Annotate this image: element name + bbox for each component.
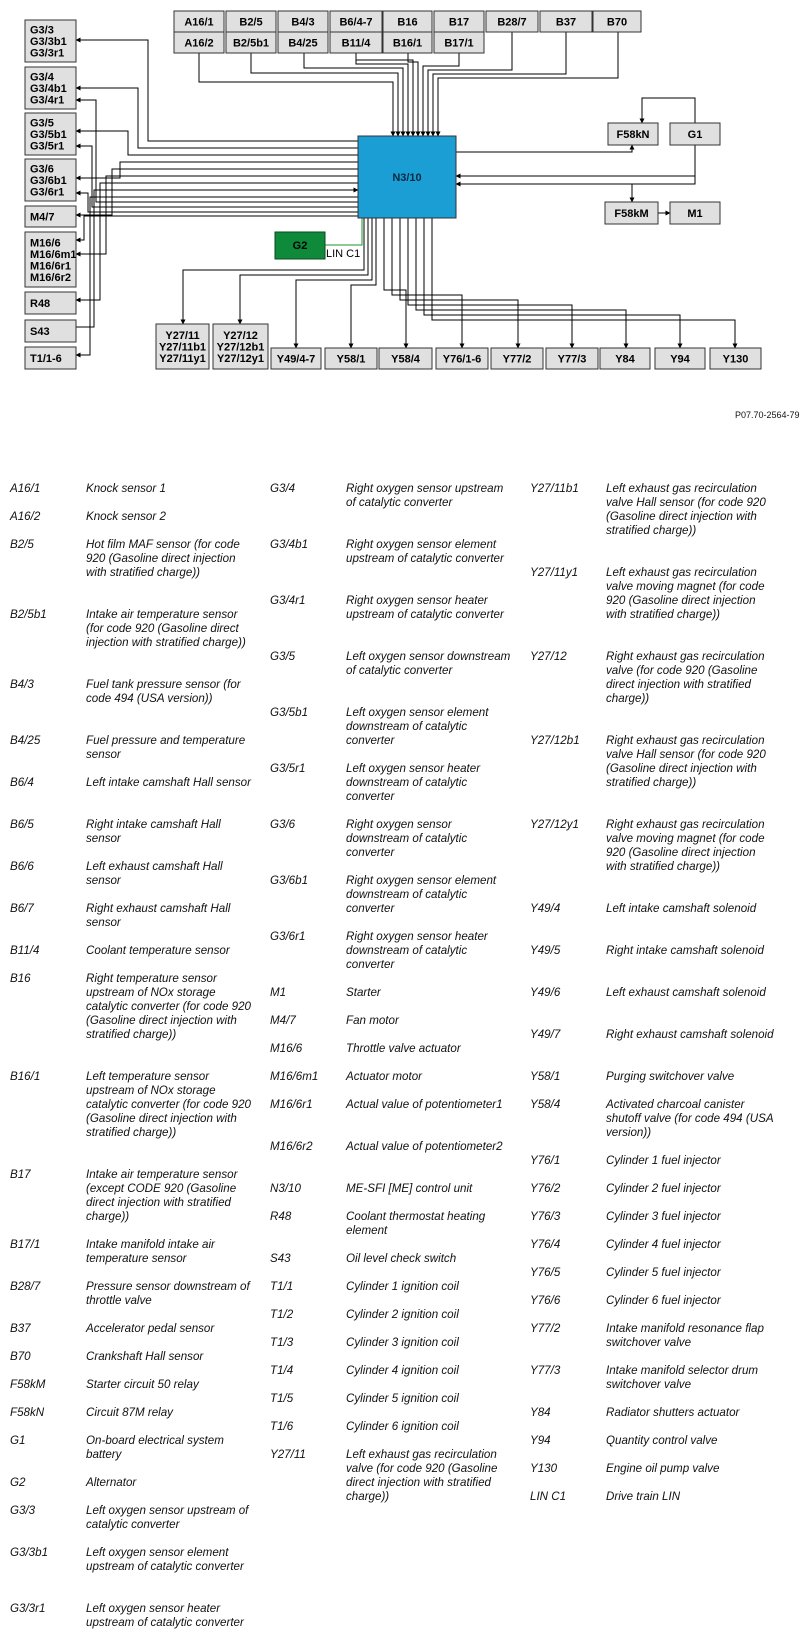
legend-code: M16/6r1 bbox=[270, 1098, 313, 1111]
component-label: Y49/4-7 bbox=[276, 353, 316, 366]
component-label: G3/5 bbox=[30, 117, 54, 130]
component-label: B4/3 bbox=[291, 16, 315, 29]
legend-description: Right exhaust camshaft solenoid bbox=[606, 1028, 774, 1041]
legend-description: Left oxygen sensor downstream of catalytic converter bbox=[346, 650, 511, 677]
legend-code: G3/4 bbox=[270, 482, 296, 495]
component-label: G3/4r1 bbox=[30, 94, 65, 107]
component-label: B6/4-7 bbox=[339, 16, 373, 29]
legend-code: Y49/4 bbox=[530, 902, 561, 915]
legend-description: Engine oil pump valve bbox=[606, 1462, 720, 1475]
legend-code: T1/4 bbox=[270, 1364, 294, 1377]
component-label: Y27/11 bbox=[165, 330, 200, 342]
component-label: Y27/12 bbox=[223, 330, 258, 342]
legend-description: Right exhaust gas recirculation valve moving magnet (for code 920 (Gasoline direct injection with stratified charge)) bbox=[606, 818, 765, 873]
component-label: M16/6m1 bbox=[30, 248, 77, 261]
legend-description: ME-SFI [ME] control unit bbox=[346, 1182, 473, 1195]
legend-code: B6/7 bbox=[10, 902, 34, 915]
component-label: Y27/11y1 bbox=[159, 353, 206, 365]
legend-code: G3/6b1 bbox=[270, 874, 309, 887]
legend-description: Intake air temperature sensor (for code 920 (Gasoline direct injection with stratified charge)) bbox=[86, 608, 246, 649]
legend-code: S43 bbox=[270, 1252, 291, 1265]
legend-description: Cylinder 6 ignition coil bbox=[346, 1420, 459, 1433]
legend-description: Cylinder 4 ignition coil bbox=[346, 1364, 459, 1377]
component-label: G3/3r1 bbox=[30, 47, 65, 60]
legend-code: Y84 bbox=[530, 1406, 551, 1419]
legend-code: Y27/11 bbox=[270, 1448, 306, 1461]
legend-description: Drive train LIN bbox=[606, 1490, 681, 1503]
legend-description: Left exhaust camshaft Hall sensor bbox=[86, 860, 223, 887]
legend-description: Knock sensor 2 bbox=[86, 510, 166, 523]
legend-code: G3/4b1 bbox=[270, 538, 309, 551]
legend-description: Knock sensor 1 bbox=[86, 482, 166, 495]
legend-description: Starter bbox=[346, 986, 381, 999]
legend-description: Coolant temperature sensor bbox=[86, 944, 230, 957]
legend-code: G3/3 bbox=[10, 1504, 36, 1517]
component-label: Y77/3 bbox=[557, 353, 587, 366]
legend-description: Cylinder 3 fuel injector bbox=[606, 1210, 721, 1223]
component-label: M4/7 bbox=[30, 211, 55, 224]
legend-code: Y76/2 bbox=[530, 1182, 561, 1195]
legend-code: F58kN bbox=[10, 1406, 45, 1419]
legend-description: Right oxygen sensor heater downstream of catalytic converter bbox=[346, 930, 488, 971]
legend-description: Hot film MAF sensor (for code 920 (Gasoline direct injection with stratified charge)) bbox=[86, 538, 240, 579]
legend-description: Right exhaust gas recirculation valve Hall sensor (for code 920 (Gasoline direct injection with stratified charge)) bbox=[606, 734, 766, 789]
legend-description: Left exhaust gas recirculation valve Hall sensor (for code 920 (Gasoline direct injection with stratified charge)) bbox=[606, 482, 766, 537]
component-label: B2/5b1 bbox=[232, 37, 270, 50]
component-label: G3/3b1 bbox=[30, 36, 67, 48]
legend-description: Left oxygen sensor heater downstream of catalytic converter bbox=[346, 762, 481, 803]
lin-bus-label: LIN C1 bbox=[326, 248, 361, 260]
component-label: B16/1 bbox=[392, 37, 423, 50]
legend-description: Actual value of potentiometer1 bbox=[346, 1098, 503, 1111]
legend-code: B11/4 bbox=[10, 944, 40, 957]
legend-code: Y49/6 bbox=[530, 986, 561, 999]
legend-description: Actuator motor bbox=[346, 1070, 423, 1083]
component-label: B70 bbox=[606, 16, 628, 29]
legend-description: Right temperature sensor upstream of NOx storage catalytic converter (for code 920 (Gasoline direct injection with stratified charge)) bbox=[86, 972, 251, 1041]
legend-code: LIN C1 bbox=[530, 1490, 567, 1503]
legend-code: M16/6r2 bbox=[270, 1140, 313, 1153]
legend-description: Cylinder 1 fuel injector bbox=[606, 1154, 721, 1167]
legend-description: Left oxygen sensor upstream of catalytic converter bbox=[86, 1504, 249, 1531]
component-label: B4/25 bbox=[288, 37, 318, 50]
legend-code: B2/5b1 bbox=[10, 608, 47, 621]
legend-description: Left exhaust gas recirculation valve (for code 920 (Gasoline direct injection with stratified charge)) bbox=[346, 1448, 498, 1503]
component-label: G1 bbox=[687, 129, 703, 141]
legend-description: Coolant thermostat heating element bbox=[346, 1210, 486, 1237]
component-label: B17/1 bbox=[444, 37, 474, 50]
legend-code: M1 bbox=[270, 986, 287, 999]
legend-code: Y76/3 bbox=[530, 1210, 561, 1223]
component-label: Y58/4 bbox=[391, 353, 420, 366]
component-label: Y94 bbox=[670, 353, 690, 366]
legend-description: Actual value of potentiometer2 bbox=[346, 1140, 503, 1153]
legend-code: Y94 bbox=[530, 1434, 551, 1447]
legend-description: Fan motor bbox=[346, 1014, 399, 1027]
legend-description: Right exhaust camshaft Hall sensor bbox=[86, 902, 231, 929]
legend-description: Right oxygen sensor element downstream of catalytic converter bbox=[346, 874, 497, 915]
component-label: G3/4b1 bbox=[30, 83, 67, 95]
legend-code: B17/1 bbox=[10, 1238, 41, 1251]
legend-code: B17 bbox=[10, 1168, 31, 1181]
legend-code: B4/3 bbox=[10, 678, 34, 691]
legend-description: Right oxygen sensor downstream of catalytic converter bbox=[346, 818, 468, 859]
component-label: G3/6b1 bbox=[30, 175, 67, 187]
component-label: B28/7 bbox=[497, 16, 527, 29]
legend-code: M4/7 bbox=[270, 1014, 296, 1027]
legend-description: Intake manifold selector drum switchover valve bbox=[606, 1364, 759, 1391]
legend-description: Fuel tank pressure sensor (for code 494 (USA version)) bbox=[86, 678, 241, 705]
legend-code: Y76/6 bbox=[530, 1294, 561, 1307]
legend-description: Intake manifold resonance flap switchover valve bbox=[606, 1322, 764, 1349]
legend-code: B2/5 bbox=[10, 538, 34, 551]
legend-description: Left exhaust camshaft solenoid bbox=[606, 986, 766, 999]
legend-code: A16/1 bbox=[10, 482, 41, 495]
component-label: G3/6r1 bbox=[30, 186, 65, 199]
component-label: M16/6r2 bbox=[30, 271, 71, 284]
component-label: A16/2 bbox=[184, 37, 214, 50]
legend-code: M16/6m1 bbox=[270, 1070, 319, 1083]
legend-code: G3/5b1 bbox=[270, 706, 309, 719]
component-label: Y58/1 bbox=[336, 353, 366, 366]
legend-code: G3/3b1 bbox=[10, 1546, 49, 1559]
component-label: M16/6 bbox=[30, 237, 61, 250]
component-label: Y27/11b1 bbox=[158, 341, 207, 354]
legend-description: On-board electrical system battery bbox=[86, 1434, 224, 1461]
legend-code: Y77/3 bbox=[530, 1364, 561, 1377]
legend-description: Purging switchover valve bbox=[606, 1070, 735, 1083]
legend-description: Left oxygen sensor heater upstream of catalytic converter bbox=[86, 1602, 244, 1629]
legend-code: G2 bbox=[10, 1476, 26, 1489]
component-label: G3/5r1 bbox=[30, 140, 65, 153]
legend-code: Y77/2 bbox=[530, 1322, 561, 1335]
legend-code: B16 bbox=[10, 972, 31, 985]
legend-description: Right exhaust gas recirculation valve (for code 920 (Gasoline direct injection with stratified charge)) bbox=[606, 650, 765, 705]
component-label: B16 bbox=[397, 16, 418, 29]
legend-description: Cylinder 2 fuel injector bbox=[606, 1182, 721, 1195]
component-label: F58kN bbox=[616, 129, 650, 141]
component-label: B11/4 bbox=[341, 37, 371, 50]
legend-code: Y27/12b1 bbox=[530, 734, 580, 747]
legend-code: Y49/5 bbox=[530, 944, 561, 957]
legend-code: F58kM bbox=[10, 1378, 46, 1391]
legend-description: Right oxygen sensor upstream of catalytic converter bbox=[346, 482, 504, 509]
legend-code: G3/6 bbox=[270, 818, 296, 831]
legend-description: Intake air temperature sensor (except CODE 920 (Gasoline direct injection with stratified charge)) bbox=[86, 1168, 238, 1223]
component-label: Y27/12y1 bbox=[216, 353, 265, 365]
legend-description: Accelerator pedal sensor bbox=[86, 1322, 215, 1335]
legend-description: Alternator bbox=[86, 1476, 137, 1489]
component-label: S43 bbox=[30, 326, 50, 338]
legend-description: Left temperature sensor upstream of NOx storage catalytic converter (for code 920 (Gasoline direct injection with stratified charge)) bbox=[86, 1070, 251, 1139]
legend-code: Y27/11b1 bbox=[530, 482, 579, 495]
legend-code: T1/5 bbox=[270, 1392, 294, 1405]
legend-code: Y27/11y1 bbox=[530, 566, 579, 579]
legend-code: Y130 bbox=[530, 1462, 558, 1475]
legend-description: Starter circuit 50 relay bbox=[86, 1378, 199, 1391]
component-label: Y84 bbox=[615, 353, 635, 366]
legend-description: Radiator shutters actuator bbox=[606, 1406, 740, 1419]
component-label: B17 bbox=[448, 16, 470, 29]
legend-description: Right oxygen sensor element upstream of catalytic converter bbox=[346, 538, 504, 565]
legend-description: Right oxygen sensor heater upstream of catalytic converter bbox=[346, 594, 504, 621]
legend-description: Left oxygen sensor element upstream of catalytic converter bbox=[86, 1546, 244, 1573]
legend-description: Right intake camshaft solenoid bbox=[606, 944, 764, 957]
legend-code: T1/2 bbox=[270, 1308, 294, 1321]
legend-code: Y76/5 bbox=[530, 1266, 561, 1279]
component-label: M16/6r1 bbox=[30, 260, 71, 273]
legend-description: Left exhaust gas recirculation valve moving magnet (for code 920 (Gasoline direct injection with stratified charge)) bbox=[606, 566, 765, 621]
legend-description: Circuit 87M relay bbox=[86, 1406, 173, 1419]
component-label: G3/4 bbox=[30, 71, 54, 84]
legend-code: R48 bbox=[270, 1210, 292, 1223]
legend-code: G3/5 bbox=[270, 650, 296, 663]
legend-description: Left oxygen sensor element downstream of catalytic converter bbox=[346, 706, 489, 747]
legend-code: B28/7 bbox=[10, 1280, 41, 1293]
legend-code: B6/4 bbox=[10, 776, 34, 789]
legend-code: B70 bbox=[10, 1350, 31, 1363]
legend-description: Cylinder 1 ignition coil bbox=[346, 1280, 459, 1293]
legend-code: B6/6 bbox=[10, 860, 34, 873]
control-unit-label: N3/10 bbox=[392, 172, 422, 184]
component-label: A16/1 bbox=[184, 16, 214, 29]
legend-code: Y58/1 bbox=[530, 1070, 561, 1083]
component-label: R48 bbox=[30, 298, 51, 310]
legend-code: Y58/4 bbox=[530, 1098, 561, 1111]
component-label: Y77/2 bbox=[502, 353, 532, 366]
legend-code: G1 bbox=[10, 1434, 26, 1447]
legend-description: Intake manifold intake air temperature sensor bbox=[86, 1238, 215, 1265]
legend-code: G3/5r1 bbox=[270, 762, 306, 775]
component-label: M1 bbox=[687, 208, 703, 220]
legend-code: Y49/7 bbox=[530, 1028, 561, 1041]
legend-code: B16/1 bbox=[10, 1070, 41, 1083]
component-label: G3/6 bbox=[30, 163, 54, 176]
legend-code: B37 bbox=[10, 1322, 31, 1335]
component-label: B2/5 bbox=[239, 16, 263, 29]
legend-code: A16/2 bbox=[10, 510, 41, 523]
legend-description: Activated charcoal canister shutoff valve (for code 494 (USA version)) bbox=[606, 1098, 774, 1139]
legend-description: Quantity control valve bbox=[606, 1434, 718, 1447]
component-label: Y130 bbox=[722, 353, 749, 366]
legend-code: Y76/4 bbox=[530, 1238, 561, 1251]
legend-description: Pressure sensor downstream of throttle valve bbox=[86, 1280, 250, 1307]
component-label: Y27/12b1 bbox=[216, 341, 265, 354]
g2-label: G2 bbox=[292, 240, 308, 252]
legend-description: Oil level check switch bbox=[346, 1252, 457, 1265]
legend-code: G3/3r1 bbox=[10, 1602, 46, 1615]
legend-code: Y27/12y1 bbox=[530, 818, 579, 831]
legend-code: B6/5 bbox=[10, 818, 34, 831]
legend-description: Cylinder 6 fuel injector bbox=[606, 1294, 721, 1307]
component-label: G3/5b1 bbox=[30, 129, 67, 141]
legend-code: N3/10 bbox=[270, 1182, 301, 1195]
legend-description: Right intake camshaft Hall sensor bbox=[86, 818, 221, 845]
legend-code: Y76/1 bbox=[530, 1154, 561, 1167]
legend-description: Cylinder 5 ignition coil bbox=[346, 1392, 459, 1405]
legend-description: Left intake camshaft Hall sensor bbox=[86, 776, 251, 789]
legend-description: Cylinder 4 fuel injector bbox=[606, 1238, 721, 1251]
legend-description: Fuel pressure and temperature sensor bbox=[86, 734, 246, 761]
legend-code: Y27/12 bbox=[530, 650, 567, 663]
legend-description: Left intake camshaft solenoid bbox=[606, 902, 757, 915]
component-label: G3/3 bbox=[30, 24, 54, 37]
legend-code: G3/6r1 bbox=[270, 930, 306, 943]
legend-code: G3/4r1 bbox=[270, 594, 306, 607]
component-label: Y76/1-6 bbox=[442, 353, 482, 366]
legend-description: Cylinder 2 ignition coil bbox=[346, 1308, 459, 1321]
legend-description: Cylinder 3 ignition coil bbox=[346, 1336, 459, 1349]
component-label: F58kM bbox=[614, 208, 649, 220]
component-label: T1/1-6 bbox=[30, 353, 62, 365]
component-label: B37 bbox=[555, 16, 577, 29]
legend-description: Cylinder 5 fuel injector bbox=[606, 1266, 721, 1279]
legend-code: T1/3 bbox=[270, 1336, 294, 1349]
legend-code: M16/6 bbox=[270, 1042, 303, 1055]
legend-code: T1/1 bbox=[270, 1280, 294, 1293]
diagram-reference: P07.70-2564-79 bbox=[735, 410, 800, 420]
legend-description: Crankshaft Hall sensor bbox=[86, 1350, 204, 1363]
legend-code: B4/25 bbox=[10, 734, 41, 747]
legend-description: Throttle valve actuator bbox=[346, 1042, 461, 1055]
legend-code: T1/6 bbox=[270, 1420, 294, 1433]
